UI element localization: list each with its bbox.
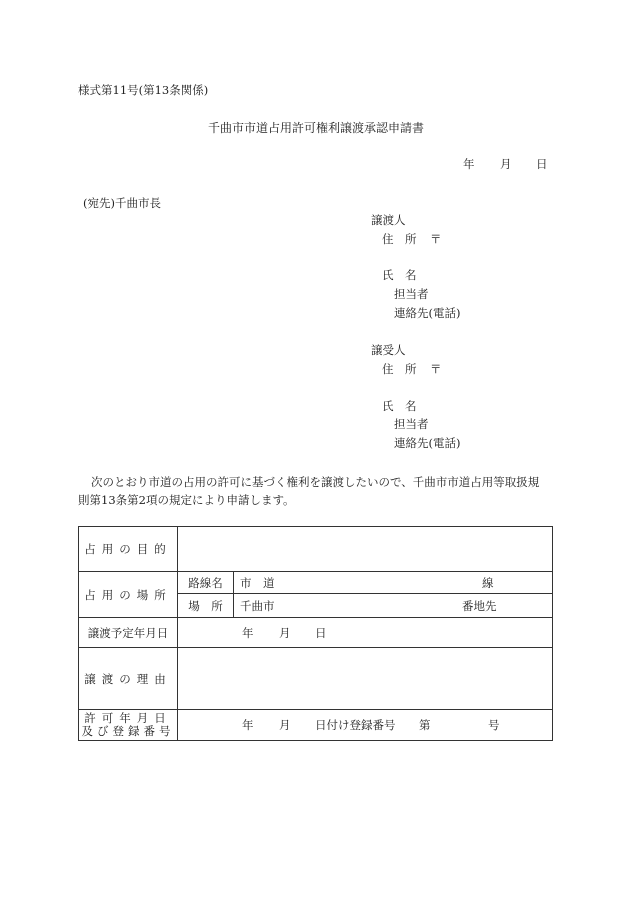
transferee-person-in-charge-label: 担当者 [394, 417, 429, 431]
date-day-label: 日 [536, 157, 548, 171]
body-text-line-2: 則第13条第2項の規定により申請します。 [78, 493, 295, 507]
place-route-row [79, 572, 553, 594]
reason-label: 譲渡の理由 [79, 648, 178, 710]
permit-label-line-1: 許可年月日 [84, 711, 172, 725]
scheduled-day-label: 日 [315, 625, 327, 640]
permit-number-suffix: 号 [488, 718, 500, 732]
application-table [78, 526, 553, 741]
transferor-address-label: 住 所 [382, 232, 417, 246]
document-title: 千曲市市道占用許可権利譲渡承認申請書 [208, 121, 425, 135]
transferee-postal-mark: 〒 [430, 362, 442, 376]
permit-month-label: 月 [279, 718, 291, 732]
transferor-person-in-charge-label: 担当者 [394, 287, 429, 301]
date-year-label: 年 [463, 157, 475, 171]
purpose-value-field[interactable] [178, 527, 553, 572]
addressee: (宛先)千曲市長 [83, 196, 161, 210]
permit-day-registration-label: 日付け登録番号 [315, 718, 396, 732]
transferee-name-label: 氏 名 [382, 399, 417, 413]
purpose-row [79, 527, 553, 572]
location-label: 場 所 [178, 594, 234, 618]
permit-year-label: 年 [242, 718, 254, 732]
permit-label-line-2: 及び登録番号 [81, 724, 175, 738]
transferor-contact-label: 連絡先(電話) [394, 306, 461, 320]
reason-row [79, 648, 553, 710]
transferee-address-label: 住 所 [382, 362, 417, 376]
route-name-label: 路線名 [178, 572, 234, 594]
route-prefix: 市 道 [240, 575, 275, 590]
route-suffix: 線 [482, 575, 494, 590]
form-number: 様式第11号(第13条関係) [78, 83, 209, 97]
scheduled-date-label: 譲渡予定年月日 [79, 618, 178, 648]
body-text-line-1: 次のとおり市道の占用の許可に基づく権利を譲渡したいので、千曲市市道占用等取扱規 [91, 475, 540, 489]
scheduled-date-row [79, 618, 553, 648]
permit-row [79, 710, 553, 741]
transferee-heading: 譲受人 [371, 343, 406, 357]
scheduled-month-label: 月 [279, 625, 291, 640]
transferor-postal-mark: 〒 [430, 232, 442, 246]
transferor-name-label: 氏 名 [382, 268, 417, 282]
place-label: 占用の場所 [79, 572, 178, 618]
location-field[interactable] [234, 594, 553, 618]
permit-field[interactable] [178, 710, 553, 741]
permit-number-prefix: 第 [419, 718, 431, 732]
scheduled-year-label: 年 [242, 625, 254, 640]
transferee-contact-label: 連絡先(電話) [394, 436, 461, 450]
transferor-heading: 譲渡人 [371, 213, 406, 227]
reason-value-field[interactable] [178, 648, 553, 710]
location-suffix: 番地先 [462, 598, 497, 613]
location-prefix: 千曲市 [240, 598, 275, 613]
date-month-label: 月 [500, 157, 512, 171]
purpose-label: 占用の目的 [79, 527, 178, 572]
permit-label [79, 710, 178, 741]
scheduled-date-field[interactable] [178, 618, 553, 648]
route-name-field[interactable] [234, 572, 553, 594]
